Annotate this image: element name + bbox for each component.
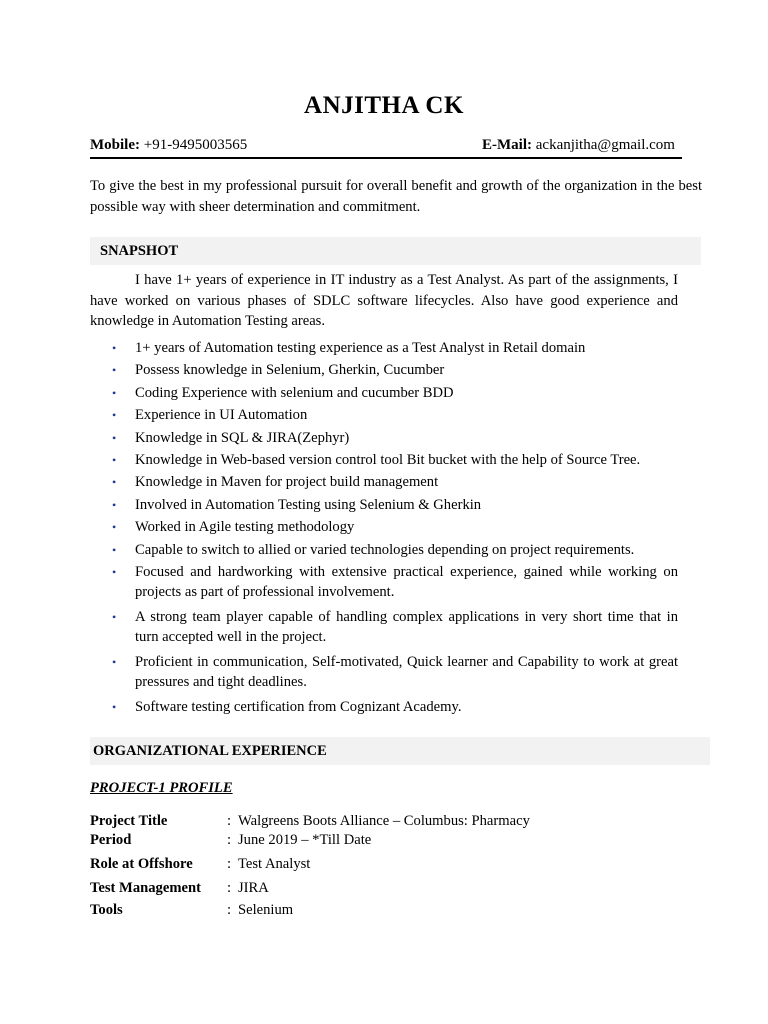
row-colon: : [227,880,232,896]
list-item [108,652,678,693]
bullet-icon: • [112,699,117,714]
row-label: Tools [90,902,123,918]
list-item-text: Experience in UI Automation [135,407,308,424]
snapshot-intro [90,270,678,332]
list-item-text: Possess knowledge in Selenium, Gherkin, Cucumber [135,362,445,379]
snapshot-bullet-list [108,338,678,719]
bullet-icon: • [112,520,117,535]
experience-section-title: ORGANIZATIONAL EXPERIENCE [90,737,710,765]
bullet-icon: • [112,609,117,624]
list-item [108,517,678,538]
project-title-row [90,813,690,833]
list-item [108,383,678,404]
bullet-icon: • [112,452,117,467]
bullet-icon: • [112,542,117,557]
bullet-icon: • [112,341,117,355]
list-item-text: Involved in Automation Testing using Selenium & Gherkin [135,496,482,513]
bullet-icon: • [112,564,117,579]
row-colon: : [227,856,232,872]
tools-row [90,902,690,922]
bullet-icon: • [112,430,117,445]
email-contact [482,137,675,154]
test-management-row [90,880,690,900]
period-row [90,832,690,852]
snapshot-intro-text: I have 1+ years of experience in IT industry as a Test Analyst. As part of the assignments, I have worked on various phases of SDLC software lifecycles. Also have good experience and knowledge in Automation Testing areas. [90,272,678,329]
row-value: Test Analyst [238,856,311,872]
row-value: June 2019 – *Till Date [238,832,372,848]
list-item [108,338,678,359]
candidate-name: ANJITHA CK [304,92,464,119]
row-colon: : [227,813,232,829]
list-item-text: Worked in Agile testing methodology [135,519,355,536]
mobile-contact [90,137,247,154]
row-label: Period [90,832,132,848]
list-item-text: Capable to switch to allied or varied technologies depending on project requirements. [135,541,635,558]
list-item [108,360,678,381]
bullet-icon: • [112,654,117,669]
objective-text: To give the best in my professional pursuit for overall benefit and growth of the organization in the best possible way with sheer determination and commitment. [90,178,702,215]
project-heading: PROJECT-1 PROFILE [90,780,233,796]
list-item-text: A strong team player capable of handling complex applications in very short time that in turn accepted well in the project. [135,608,678,646]
snapshot-section-title: SNAPSHOT [90,237,701,265]
email-label: E-Mail: [482,137,532,153]
list-item [108,607,678,648]
list-item-text: 1+ years of Automation testing experience as a Test Analyst in Retail domain [135,340,586,356]
list-item-text: Knowledge in SQL & JIRA(Zephyr) [135,429,350,446]
header-divider [90,157,682,159]
list-item [108,697,678,718]
list-item [108,450,678,471]
mobile-number: +91-9495003565 [143,137,248,153]
list-item [108,472,678,493]
row-colon: : [227,832,232,848]
row-label: Test Management [90,880,201,896]
row-value: Selenium [238,902,294,918]
row-label: Project Title [90,813,168,829]
list-item-text: Software testing certification from Cognizant Academy. [135,698,462,715]
bullet-icon: • [112,475,117,490]
bullet-icon: • [112,363,117,378]
bullet-icon: • [112,385,117,400]
mobile-label: Mobile: [90,137,140,153]
list-item-text: Proficient in communication, Self-motivated, Quick learner and Capability to work at great pressures and tight deadlines. [135,653,678,691]
list-item-text: Knowledge in Web-based version control tool Bit bucket with the help of Source Tree. [135,451,641,468]
list-item [108,405,678,426]
contact-row [90,137,680,157]
bullet-icon: • [112,497,117,512]
list-item [108,540,678,561]
bullet-icon: • [112,408,117,423]
row-value: JIRA [238,880,269,896]
list-item [108,428,678,449]
list-item-text: Focused and hardworking with extensive practical experience, gained while working on projects as part of professional involvement. [135,563,678,601]
list-item [108,495,678,516]
role-row [90,856,690,876]
list-item-text: Knowledge in Maven for project build management [135,474,439,491]
row-label: Role at Offshore [90,856,193,872]
row-value: Walgreens Boots Alliance – Columbus: Pharmacy [238,813,530,829]
list-item-text: Coding Experience with selenium and cucumber BDD [135,384,454,401]
email-address: ackanjitha@gmail.com [535,137,675,153]
row-colon: : [227,902,232,918]
list-item [108,562,678,603]
